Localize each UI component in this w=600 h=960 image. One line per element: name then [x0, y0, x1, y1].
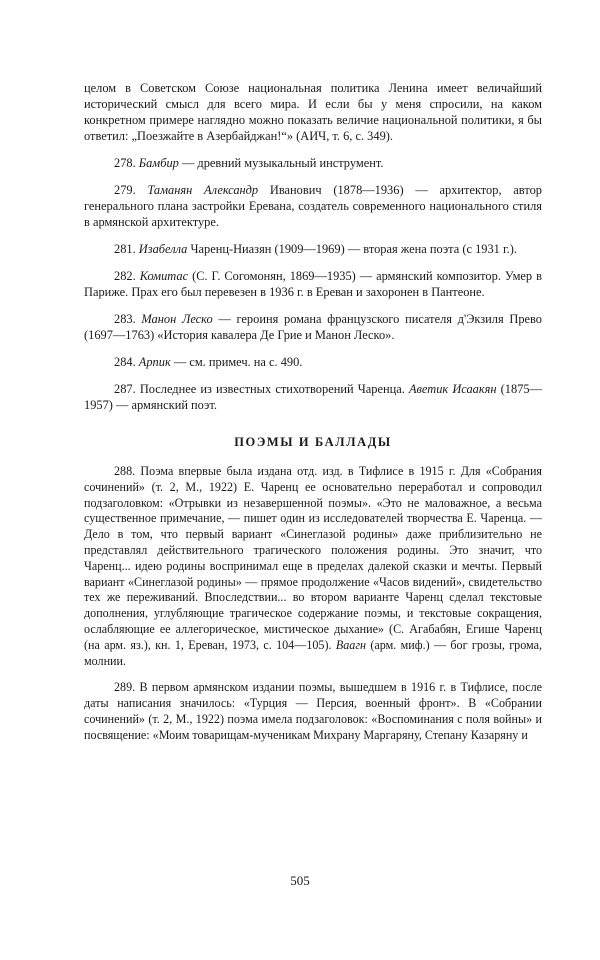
note-text: Чаренц-Ниазян (1909—1969) — вторая жена поэта (с 1931 г.).: [187, 242, 517, 256]
note-281: [84, 241, 542, 257]
text-column: [84, 80, 542, 744]
note-278: [84, 155, 542, 171]
note-number: 287.: [114, 382, 136, 396]
note-text-after: (1875—1957) — армянский поэт.: [84, 382, 542, 412]
note-text-after: (арм. миф.) — бог грозы, грома, молнии.: [84, 637, 542, 668]
note-term: Бамбир: [138, 156, 179, 170]
note-number: 289.: [114, 680, 136, 695]
note-term: Комитас: [139, 269, 189, 283]
note-text: — героиня романа французского писателя д'Экзиля Прево (1697—1763) «История кавалера Де Грие и Манон Леско».: [84, 312, 542, 342]
note-288: [84, 464, 542, 669]
note-text: Последнее из известных стихотворений Чаренца.: [135, 382, 409, 396]
note-text: — см. примеч. на с. 490.: [170, 355, 303, 369]
note-text: (С. Г. Согомонян, 1869—1935) — армянский композитор. Умер в Париже. Прах его был перевезен в 1936 г. в Ереван и захоронен в Пантеоне.: [84, 269, 542, 299]
note-text: Иванович (1878—1936) — архитектор, автор генерального плана застройки Еревана, создатель современного национального стиля в армянской архитектуре.: [84, 183, 542, 229]
note-number: 278.: [114, 156, 136, 170]
note-number: 281.: [114, 242, 136, 256]
note-279: [84, 182, 542, 230]
note-number: 283.: [114, 312, 136, 326]
note-284: [84, 354, 542, 370]
note-term: Ваагн: [335, 637, 367, 652]
note-text: В первом армянском издании поэмы, вышедшем в 1916 г. в Тифлисе, после даты написания значилось: «Турция — Персия, военный фронт». В «Собрании сочинений» (т. 2, М., 1922) поэма имела подзаголовок: «Воспоминания с поля войны» и посвящение: «Моим товарищам-мученикам Михрану Маргаряну, Степану Казаряну и: [84, 680, 542, 742]
note-text: Поэма впервые была издана отд. изд. в Тифлисе в 1915 г. Для «Собрания сочинений» (т. 2, М., 1922) Е. Чаренц ее основательно переработал и сопроводил подзаголовком: «Отрывки из незавершенной поэмы». «Это не маловажное, а весьма существенное примечание, — пишет один из исследователей творчества Е. Чаренца. — Дело в том, что первый вариант «Синеглазой родины» даже приблизительно не представлял действительного трагического положения родины. Это значит, что Чаренц... идею родины воспринимал еще в пределах далекой сказки и мечты. Первый вариант «Синеглазой родины» — прямое продолжение «Часов видений», свидетельство тех же переживаний. Впоследствии... во втором варианте Чаренц сделал текстовые дополнения, углубляющие трагическое содержание поэмы, и текстовые сокращения, ослабляющие ее аллегорическое, мистическое дыхание» (С. Агабабян, Егише Чаренц (на арм. яз.), кн. 1, Ереван, 1973, с. 104—105).: [84, 464, 542, 652]
note-term: Аветик Исаакян: [408, 382, 497, 396]
note-number: 284.: [114, 355, 136, 369]
intro-paragraph: целом в Советском Союзе национальная политика Ленина имеет величайший исторический смысл для всего мира. И если бы у меня спросили, на каком конкретном примере наглядно можно показать величие национальной политики, я бы ответил: „Поезжайте в Азербайджан!“» (АИЧ, т. 6, с. 349).: [84, 81, 542, 143]
note-number: 279.: [114, 183, 136, 197]
notes-poems: [84, 464, 542, 744]
section-title: ПОЭМЫ И БАЛЛАДЫ: [234, 435, 392, 449]
page-number: 505: [290, 873, 310, 888]
note-287: [84, 381, 542, 413]
note-term: Изабелла: [138, 242, 188, 256]
note-term: Таманян Александр: [147, 183, 259, 197]
note-number: 288.: [114, 464, 136, 478]
note-text: — древний музыкальный инструмент.: [178, 156, 384, 170]
note-283: [84, 311, 542, 343]
note-282: [84, 268, 542, 300]
note-term: Манон Леско: [141, 312, 213, 326]
note-term: Арпик: [138, 355, 171, 369]
note-number: 282.: [114, 269, 136, 283]
note-289: [84, 680, 542, 743]
